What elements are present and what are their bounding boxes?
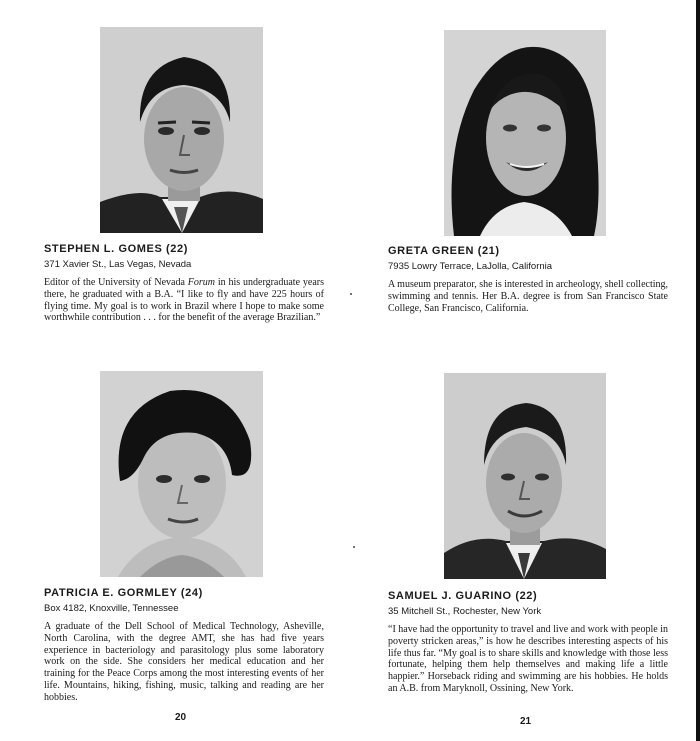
profile-bio	[44, 277, 324, 324]
page-edge	[696, 0, 700, 741]
print-speck	[350, 293, 352, 295]
profile-address: Box 4182, Knoxville, Tennessee	[44, 603, 179, 614]
profile-name: GRETA GREEN (21)	[388, 245, 500, 257]
profile-bio-text: Editor of the University of Nevada	[44, 277, 188, 288]
profile-address: 7935 Lowry Terrace, LaJolla, California	[388, 261, 553, 272]
portrait-photo-stephen-gomes	[100, 27, 263, 233]
portrait-photo-samuel-guarino	[444, 373, 606, 579]
portrait-photo-greta-green	[444, 30, 606, 236]
profile-address: 371 Xavier St., Las Vegas, Nevada	[44, 259, 192, 270]
profile-bio: A graduate of the Dell School of Medical Technology, Asheville, North Carolina, with the degree AMT, she has had five years experience in bacteriology and parasitology plus some laboratory work on the side. She considers her medical education and her training for the Peace Corps among the most interesting events of her life. Mountains, hiking, fishing, music, talking and reading are her hobbies.	[44, 621, 324, 703]
profile-bio: “I have had the opportunity to travel and live and work with people in poverty stricken areas,” is how he describes interesting aspects of his life thus far. “My goal is to share skills and knowledge with those less fortunate, helping them help themselves and making life a little happier.” Horseback riding and swimming are his hobbies. He holds an A.B. from Maryknoll, Ossining, New York.	[388, 624, 668, 694]
profile-entry-greta-green	[388, 245, 668, 314]
profile-bio-text: in his undergraduate years there, he graduated with a B.A. “I like to fly and have 225 hours of flying time. My goal is to work in Brazil where I hope to make some worthwhile contribution . . . for the benefit of the average Brazilian.”	[44, 277, 324, 324]
publication-title: Forum	[187, 277, 215, 288]
profile-entry-patricia-gormley	[44, 587, 324, 704]
profile-name: SAMUEL J. GUARINO (22)	[388, 590, 538, 602]
profile-bio: A museum preparator, she is interested in archeology, shell collecting, swimming and tennis. Her B.A. degree is from San Francisco State College, San Francisco, California.	[388, 279, 668, 314]
profile-entry-stephen-gomes	[44, 243, 324, 324]
profile-entry-samuel-guarino	[388, 590, 668, 695]
profile-name: PATRICIA E. GORMLEY (24)	[44, 587, 203, 599]
page-number-left: 20	[175, 712, 187, 723]
portrait-photo-patricia-gormley	[100, 371, 263, 577]
print-speck	[353, 546, 355, 548]
page-number-right: 21	[520, 716, 532, 727]
profile-address: 35 Mitchell St., Rochester, New York	[388, 606, 542, 617]
profile-name: STEPHEN L. GOMES (22)	[44, 243, 189, 255]
